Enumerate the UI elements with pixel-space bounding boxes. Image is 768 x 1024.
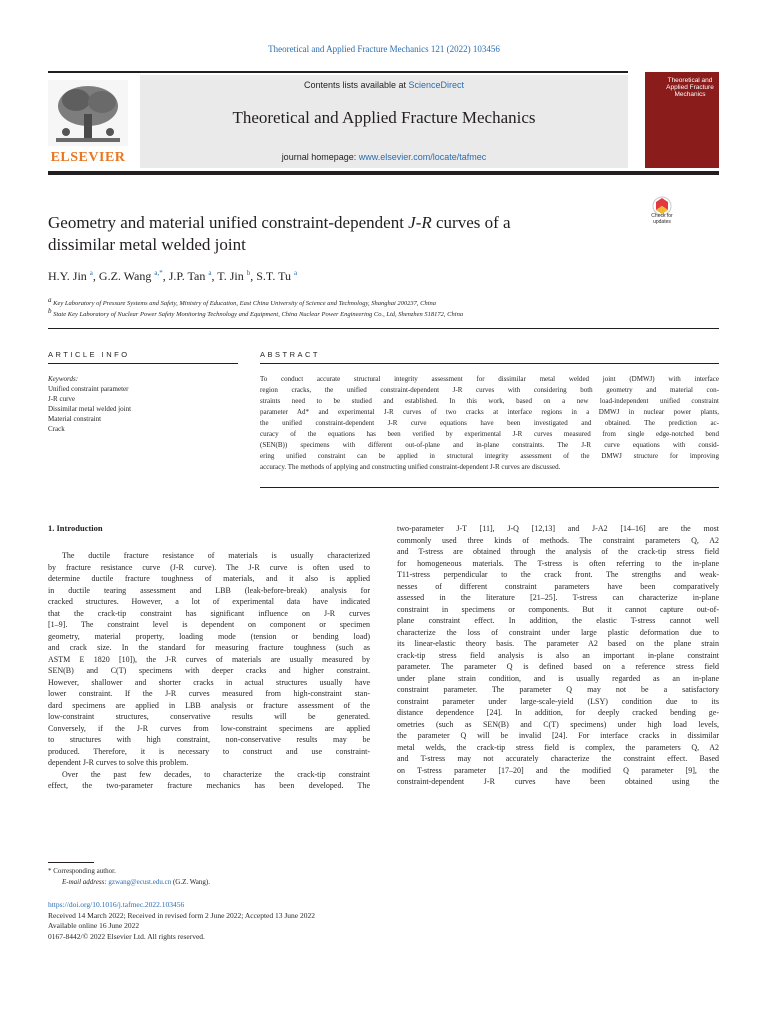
- copyright-line: 0167-8442/© 2022 Elsevier Ltd. All rights reserved.: [48, 931, 205, 941]
- footnotes: [48, 866, 210, 888]
- abstract-rule: [260, 363, 719, 364]
- section-rule: [48, 328, 719, 329]
- contents-prefix: Contents lists available at: [303, 80, 409, 90]
- body-line: plane constraint effect. In addition, the elastic T-stress cannot well: [397, 616, 719, 625]
- body-line: nesses of different constraint parameters have been comparatively: [397, 581, 719, 591]
- title-part-4: dissimilar metal welded joint: [48, 235, 246, 254]
- body-line: and crack size. In the standard for measuring fracture toughness (such as: [48, 643, 370, 652]
- body-line: effect, the two-parameter fracture mechanics has been developed. The: [48, 781, 370, 790]
- abstract-end-rule: [260, 487, 719, 488]
- article-history: [48, 900, 315, 942]
- body-line: Over the past few decades, to characterize the crack-tip constraint: [62, 769, 370, 779]
- body-line: lower constraint. If the J-R curves measured from high-constraint stan-: [48, 689, 370, 698]
- body-line: under plane strain condition, and is usually regarded as an in-plane: [397, 673, 719, 683]
- corresponding-author-note: * Corresponding author.: [48, 867, 116, 875]
- keywords-label: Keywords:: [48, 375, 79, 383]
- keywords-block: [48, 374, 238, 434]
- body-line: commonly used three kinds of methods. The constraint parameters Q, A2: [397, 535, 719, 545]
- body-line: its linear-elastic theory basis. The parameter A2 based on the plane strain: [397, 639, 719, 648]
- body-line: parameter. The parameter Q is defined based on a reference stress field: [397, 662, 719, 671]
- body-line: distance dependence [24]. In addition, for deeply cracked bending ge-: [397, 708, 719, 717]
- affiliation-text: Key Laboratory of Pressure Systems and Safety, Ministry of Education, East China University of Science and Technology, Shanghai 200237, China: [53, 300, 437, 308]
- abstract-line: straints need to be studied and established. In this work, based on a new load-independent unified constraint: [260, 397, 719, 405]
- body-line: in ductile tearing assessment and LBB (leak-before-break) analysis for: [48, 585, 370, 595]
- body-line: cracked structures. However, a lot of experimental data have indicated: [48, 597, 370, 606]
- body-line: two-parameter J-T [11], J-Q [12,13] and J-A2 [14–16] are the most: [397, 524, 719, 533]
- header-thick-rule: [48, 171, 719, 175]
- author-name: J.P. Tan: [168, 269, 206, 283]
- journal-citation[interactable]: Theoretical and Applied Fracture Mechanics 121 (2022) 103456: [268, 44, 500, 54]
- body-line: crack-tip stress field analysis is also an important in-plane constraint: [397, 650, 719, 660]
- body-line: ometries (such as SEN(B) and C(T) specimens) under high load levels,: [397, 719, 719, 729]
- abstract-line: ering unified constraint can be applied in structural integrity assessment of the DMWJ structure for improving: [260, 452, 719, 460]
- abstract-line: accuracy. The methods of applying and constructing unified constraint-dependent J-R curves are discussed.: [260, 463, 561, 471]
- homepage-prefix: journal homepage:: [281, 152, 359, 162]
- email-link[interactable]: gzwang@ecust.edu.cn: [108, 878, 172, 886]
- body-line: and T-stress may not accurately characterize the constraint effect. Based: [397, 754, 719, 763]
- affiliation-mark: a: [48, 296, 52, 304]
- body-line: metal welds, the crack-tip stress field is complex, the parameters Q, A2: [397, 742, 719, 752]
- body-line: T11-stress perpendicular to the crack front. The strengths and weak-: [397, 570, 719, 579]
- intro-right-column: [397, 523, 719, 788]
- body-line: the parameter Q will be invalid [24]. For interface cracks in dissimilar: [397, 731, 719, 740]
- body-line: [1–9]. The constraint level is dependent on component or specimen: [48, 620, 370, 629]
- body-line: geometry, material property, loading mode (tension or bending load): [48, 631, 370, 641]
- abstract-line: To conduct accurate structural integrity assessment for dissimilar metal welded joint (DMWJ) with interface: [260, 375, 719, 383]
- title-part-2: J-R: [408, 213, 432, 232]
- affiliation-a: [48, 296, 436, 307]
- abstract-line: parameter Ad* and experimental J-R curves of two cracks at interface regions in a DMWJ in nuclear power plants,: [260, 408, 719, 416]
- author-affiliation-mark[interactable]: a: [208, 269, 212, 277]
- body-line: constraint in specimens or components. But it cannot capture out-of-: [397, 604, 719, 614]
- author-affiliation-mark[interactable]: a: [89, 269, 93, 277]
- contents-line: [140, 80, 628, 90]
- keyword: Crack: [48, 425, 65, 433]
- abstract-line: the unified constraint-dependent J-R curve equations have been investigated and obtained. The prediction ac-: [260, 419, 719, 427]
- keyword: Material constraint: [48, 415, 102, 423]
- author-name: S.T. Tu: [256, 269, 292, 283]
- received-dates: Received 14 March 2022; Received in revised form 2 June 2022; Accepted 13 June 2022: [48, 910, 316, 920]
- body-line: characterize the loss of constraint under large plastic deformation due to: [397, 627, 719, 637]
- abstract-heading: ABSTRACT: [260, 350, 321, 359]
- body-line: produced. Therefore, it is necessary to construct and use constraint-: [48, 746, 370, 756]
- article-title: [48, 212, 618, 256]
- header-rule: [48, 71, 628, 73]
- journal-title: Theoretical and Applied Fracture Mechanics: [232, 108, 536, 127]
- body-line: on T-stress parameter [17–20] and the modified Q parameter [9], the: [397, 765, 719, 775]
- publisher-name: ELSEVIER: [50, 150, 126, 165]
- affiliation-text: State Key Laboratory of Nuclear Power Safety Monitoring Technology and Equipment, China Nuclear Power Engineering Co., Ltd, Shenzhen 518172, China: [53, 311, 464, 319]
- footnote-rule: [48, 862, 94, 863]
- body-line: low-constraint structures, conservative results will be generated.: [48, 712, 370, 721]
- body-line: determine ductile fracture toughness of materials, and it also is applied: [48, 574, 370, 583]
- title-part-1: Geometry and material unified constraint-dependent: [48, 213, 409, 232]
- doi-link[interactable]: https://doi.org/10.1016/j.tafmec.2022.103456: [48, 900, 185, 909]
- sciencedirect-link[interactable]: ScienceDirect: [408, 80, 465, 90]
- author-affiliation-mark[interactable]: a: [294, 269, 298, 277]
- journal-homepage: [140, 152, 628, 162]
- abstract-line: region cracks, the unified constraint-dependent J-R curves with considering both geometry and material con-: [260, 386, 719, 394]
- abstract-line: (SEN(B)) specimens with different out-of-plane and in-plane constraints. The J-R curve equations with consid-: [260, 441, 719, 449]
- author-name: G.Z. Wang: [98, 269, 152, 283]
- introduction-heading: 1. Introduction: [48, 523, 103, 533]
- body-line: and T-stress are obtained through the analysis of the crack-tip stress field: [397, 547, 719, 556]
- body-line: dard specimens are applied in LBB analysis or fracture assessment of the: [48, 700, 370, 710]
- abstract-text: [260, 374, 719, 473]
- keyword: Unified constraint parameter: [48, 385, 129, 393]
- author-name: H.Y. Jin: [48, 269, 87, 283]
- article-info-heading: ARTICLE INFO: [48, 350, 130, 359]
- email-label: E-mail address:: [62, 878, 109, 886]
- body-line: for homogeneous materials. The T-stress is often referring to the in-plane: [397, 558, 719, 568]
- body-line: Conversely, if the J-R curves from low-constraint specimens are applied: [48, 723, 370, 733]
- affiliation-mark: b: [48, 307, 52, 315]
- body-line: that the crack-tip constraint has significant influence on J-R curves: [48, 608, 370, 618]
- email-suffix: (G.Z. Wang).: [171, 878, 210, 886]
- journal-cover[interactable]: [645, 72, 719, 168]
- body-line: constraint parameter under large-scale-yield (LSY) condition due to its: [397, 696, 719, 706]
- title-part-3: curves of a: [431, 213, 511, 232]
- body-line: SEN(B) and C(T) specimens with deeper cracks and higher constraint.: [48, 666, 370, 675]
- body-line: constraint parameter. The parameter Q may not be a satisfactory: [397, 685, 719, 694]
- email-line: [48, 877, 210, 888]
- body-line: ASTM E 1820 [10]), the J-R curves of materials are usually measured by: [48, 654, 370, 664]
- cover-title: Theoretical and Applied Fracture Mechanics: [666, 77, 714, 98]
- info-rule: [48, 363, 238, 364]
- intro-left-column: [48, 550, 370, 792]
- author-list: H.Y. Jin $^a$, G.Z. Wang $^{a,*}$, J.P. Tan $^a$, T. Jin $^b$, S.T. Tu $^a$: [48, 269, 298, 283]
- online-date: Available online 16 June 2022: [48, 921, 140, 930]
- check-for-updates-label: Check for updates: [651, 213, 673, 225]
- author-name: T. Jin: [217, 269, 244, 283]
- body-line: assessed in the literature [21–25]. T-stress can characterize in-plane: [397, 593, 719, 602]
- affiliation-b: [48, 307, 463, 318]
- body-line: dependent J-R curves to solve this problem.: [48, 758, 189, 767]
- keyword: J-R curve: [48, 395, 76, 403]
- body-line: The ductile fracture resistance of materials is usually characterized: [62, 551, 370, 560]
- homepage-link[interactable]: www.elsevier.com/locate/tafmec: [358, 152, 487, 162]
- body-line: by fracture resistance curve (J-R curve). The J-R curve is often used to: [48, 562, 370, 572]
- abstract-line: curacy of the equations has been verified by experimental J-R curves measured from single edge-notched bend: [260, 430, 719, 438]
- body-line: However, shallower and shorter cracks in actual structures usually have: [48, 677, 370, 687]
- body-line: to structures with high constraint, non-conservative results may be: [48, 735, 370, 744]
- keyword: Dissimilar metal welded joint: [48, 405, 132, 413]
- body-line: constraint-dependent J-R curves have been obtained using the: [397, 777, 719, 786]
- author-affiliation-mark[interactable]: a,*: [154, 269, 163, 277]
- author-affiliation-mark[interactable]: b: [246, 269, 251, 277]
